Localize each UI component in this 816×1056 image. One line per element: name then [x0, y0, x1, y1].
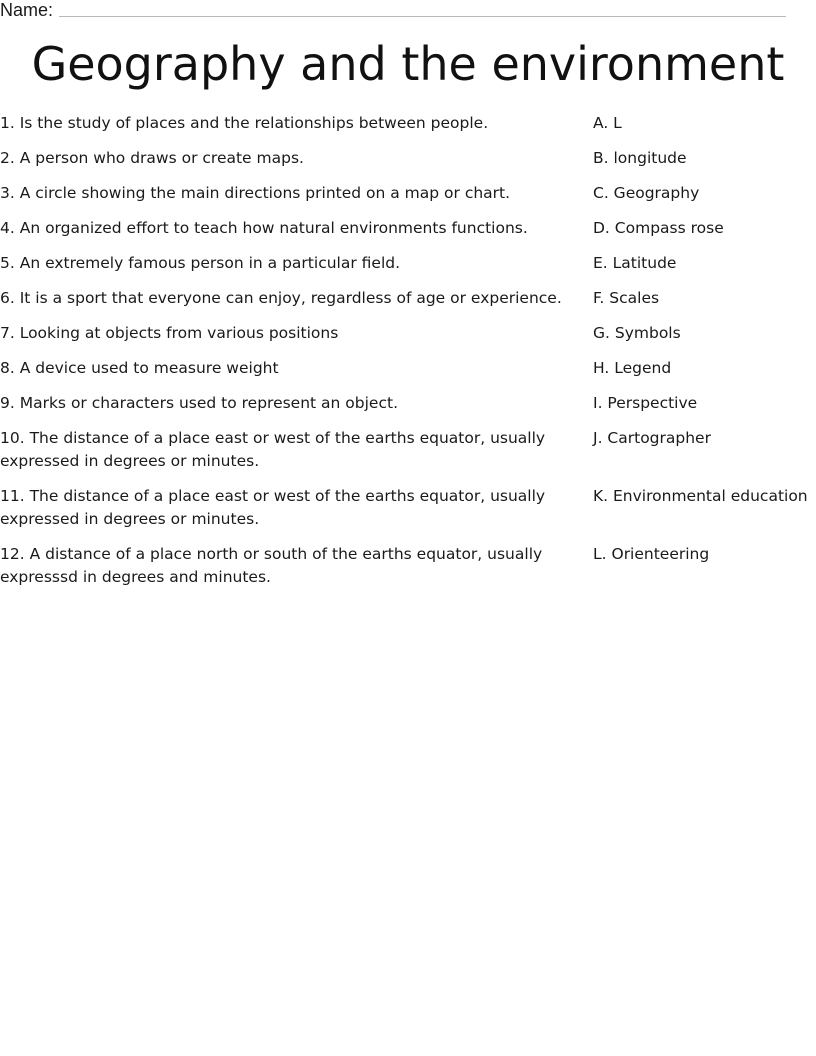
- answer-choice: G. Symbols: [593, 324, 681, 342]
- answer-choice: J. Cartographer: [593, 429, 711, 447]
- list-item: [0, 112, 816, 135]
- list-item: [0, 357, 816, 380]
- question-text: 11. The distance of a place east or west of the earths equator, usually expressed in degrees or minutes.: [0, 487, 546, 528]
- question-text: 8. A device used to measure weight: [0, 359, 279, 377]
- answer-choice: D. Compass rose: [593, 219, 724, 237]
- list-item: [0, 322, 816, 345]
- name-field-row: [0, 0, 790, 20]
- name-label: Name:: [0, 0, 54, 20]
- matching-list: [0, 112, 816, 601]
- list-item: [0, 543, 816, 589]
- answer-choice: I. Perspective: [593, 394, 698, 412]
- question-text: 1. Is the study of places and the relationships between people.: [0, 114, 489, 132]
- question-text: 3. A circle showing the main directions printed on a map or chart.: [0, 184, 511, 202]
- answer-choice: F. Scales: [593, 289, 660, 307]
- question-text: 5. An extremely famous person in a particular field.: [0, 254, 401, 272]
- answer-choice: H. Legend: [593, 359, 672, 377]
- list-item: [0, 182, 816, 205]
- question-text: 6. It is a sport that everyone can enjoy, regardless of age or experience.: [0, 289, 562, 307]
- question-text: 4. An organized effort to teach how natural environments functions.: [0, 219, 528, 237]
- list-item: [0, 287, 816, 310]
- list-item: [0, 485, 816, 531]
- question-text: 9. Marks or characters used to represent an object.: [0, 394, 398, 412]
- question-text: 12. A distance of a place north or south of the earths equator, usually expresssd in degrees and minutes.: [0, 545, 543, 586]
- answer-choice: E. Latitude: [593, 254, 677, 272]
- answer-choice: L. Orienteering: [593, 545, 710, 563]
- answer-choice: A. L: [593, 114, 622, 132]
- question-text: 10. The distance of a place east or west of the earths equator, usually expressed in degrees or minutes.: [0, 429, 546, 470]
- question-text: 2. A person who draws or create maps.: [0, 149, 304, 167]
- name-blank-line[interactable]: [59, 0, 786, 17]
- list-item: [0, 392, 816, 415]
- question-text: 7. Looking at objects from various positions: [0, 324, 339, 342]
- answer-choice: B. longitude: [593, 149, 687, 167]
- list-item: [0, 427, 816, 473]
- page-title: Geography and the environment: [31, 37, 785, 91]
- answer-choice: C. Geography: [593, 184, 700, 202]
- list-item: [0, 147, 816, 170]
- answer-choice: K. Environmental education: [593, 487, 808, 505]
- list-item: [0, 252, 816, 275]
- list-item: [0, 217, 816, 240]
